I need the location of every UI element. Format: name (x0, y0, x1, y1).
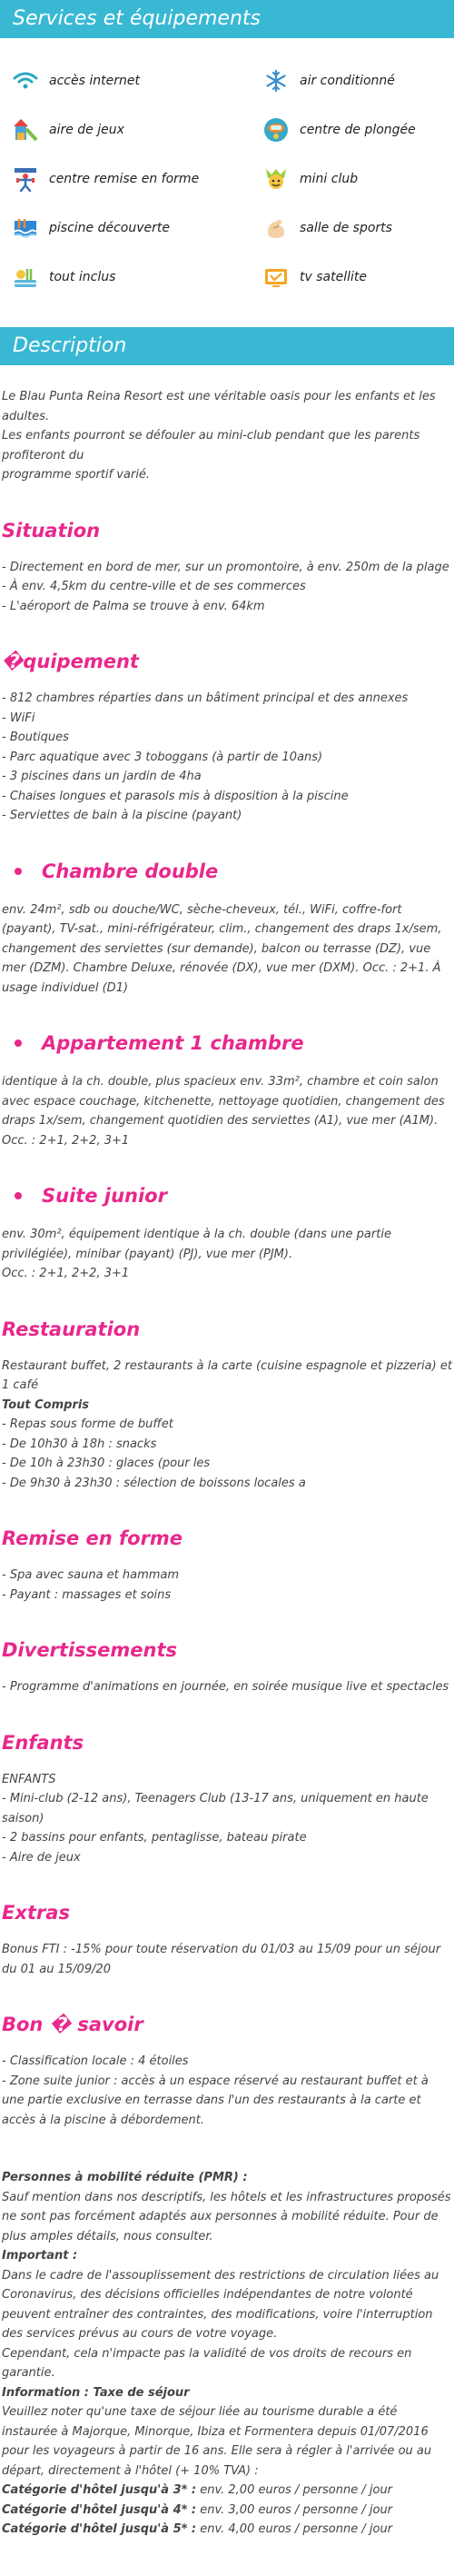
bullet-icon (15, 1192, 22, 1199)
list-item: - Zone suite junior : accès à un espace réservé au restaurant buffet et à une partie exclusive en terrasse dans l'un des restaurants à la carte et accès à la piscine à débordement. (2, 2074, 429, 2127)
section-title-remise-en-forme: Remise en forme (2, 1527, 183, 1549)
wifi-icon (9, 66, 42, 95)
services-list (0, 38, 454, 327)
extras-text: Bonus FTI : -15% pour toute réservation du 01/03 au 15/09 pour un séjour du 01 au 15/09/20 (2, 1943, 441, 1976)
list-item: - 812 chambres réparties dans un bâtiment principal et des annexes (2, 691, 409, 705)
snowflake-icon (260, 66, 292, 95)
tax-category: Catégorie d'hôtel jusqu'à 5* : env. 4,00 euros / personne / jour (2, 2522, 393, 2536)
section-title-equipement: �quipement (2, 651, 139, 672)
services-title: Services et équipements (13, 7, 261, 30)
list-item: - L'aéroport de Palma se trouve à env. 64km (2, 599, 265, 613)
diving-icon (260, 115, 292, 144)
section-title-divertissements: Divertissements (2, 1639, 178, 1661)
important-text: Dans le cadre de l'assouplissement des restrictions de circulation liées au Coronavirus, des décisions officielles indépendantes de notre volonté peuvent entraîner des contraintes, des modifications, voire l'interruption des services prévus au cours de votre voyage. (2, 2268, 439, 2341)
pmr-title: Personnes à mobilité réduite (PMR) : (2, 2171, 248, 2184)
services-header (0, 0, 454, 38)
intro-line: programme sportif varié. (2, 468, 151, 482)
taxe-title: Information : Taxe de séjour (2, 2385, 190, 2400)
services-row (9, 253, 454, 302)
kids-club-icon (260, 164, 292, 194)
services-row (9, 56, 454, 105)
section-title-bon-a-savoir: Bon � savoir (2, 2014, 143, 2035)
pmr-text: Sauf mention dans nos descriptifs, les hôtels et les infrastructures proposés ne sont pas forcément adaptés aux personnes à mobilité réduite. Pour de plus amples détails, nous consulter. (2, 2190, 451, 2243)
list-item: - Serviettes de bain à la piscine (payant) (2, 809, 242, 822)
section-title-chambre-double: Chambre double (15, 859, 452, 884)
list-item: - Mini-club (2-12 ans), Teenagers Club (13-17 ans, uniquement en haute saison) (2, 1792, 429, 1825)
section-title-restauration: Restauration (2, 1318, 141, 1340)
tv-icon (260, 263, 292, 292)
fitness-icon (9, 164, 42, 194)
list-item: - Repas sous forme de buffet (2, 1417, 173, 1431)
service-item: accès internet (9, 66, 260, 95)
service-item: tout inclus (9, 263, 260, 292)
playground-icon (9, 115, 42, 144)
gym-icon (260, 214, 292, 243)
service-item: piscine découverte (9, 214, 260, 243)
list-item: - Boutiques (2, 731, 69, 744)
room-occupancy: Occ. : 2+1, 2+2, 3+1 (2, 1267, 130, 1280)
service-item: aire de jeux (9, 115, 260, 144)
list-item: - Parc aquatique avec 3 toboggans (à partir de 10ans) (2, 750, 323, 764)
room-description: identique à la ch. double, plus spacieux env. 33m², chambre et coin salon avec espace couchage, kitchenette, nettoyage quotidien, changement des draps 1x/sem, changement quotidien des serviettes (A1), vue mer (A1M). (2, 1075, 445, 1128)
section-title-situation: Situation (2, 519, 101, 542)
list-item: - De 10h30 à 18h : snacks (2, 1437, 157, 1451)
service-item: air conditionné (260, 66, 454, 95)
intro-line: Le Blau Punta Reina Resort est une véritable oasis pour les enfants et les adultes. (2, 390, 436, 423)
list-item: - Aire de jeux (2, 1850, 81, 1865)
list-item: - Programme d'animations en journée, en soirée musique live et spectacles (2, 1680, 449, 1694)
list-item: - De 10h à 23h30 : glaces (pour les (2, 1457, 211, 1470)
service-item: tv satellite (260, 263, 454, 292)
room-occupancy: Occ. : 2+1, 2+2, 3+1 (2, 1133, 130, 1148)
description-title: Description (13, 334, 127, 357)
room-description: env. 24m², sdb ou douche/WC, sèche-cheveux, tél., WiFi, coffre-fort (payant), TV-sat., mini-réfrigérateur, clim., changement des draps 1x/sem, changement des serviettes (sur demande), balcon ou terrasse (DZ), vue mer (DZM). Chambre Deluxe, rénovée (DX), vue mer (DXM). Occ. : 2+1. À usage individuel (D1) (2, 902, 442, 995)
intro-line: Les enfants pourront se défouler au mini-club pendant que les parents profiteront du (2, 429, 420, 462)
list-item: - Payant : massages et soins (2, 1587, 172, 1602)
taxe-text: Veuillez noter qu'une taxe de séjour liée au tourisme durable a été instaurée à Majorque, Minorque, Ibiza et Formentera depuis 01/07/2016 pour les voyageurs à partir de 16 ans. Elle sera à régler à l'arrivée ou au départ, directement à l'hôtel (+ 10% TVA) : (2, 2405, 432, 2478)
description-header (0, 327, 454, 365)
restauration-text: Restaurant buffet, 2 restaurants à la carte (cuisine espagnole et pizzeria) et 1 café (2, 1358, 452, 1392)
section-title-extras: Extras (2, 1902, 70, 1924)
list-item: - À env. 4,5km du centre-ville et de ses commerces (2, 580, 306, 593)
service-item: centre remise en forme (9, 164, 260, 194)
services-row (9, 154, 454, 204)
tax-category: Catégorie d'hôtel jusqu'à 4* : env. 3,00 euros / personne / jour (2, 2502, 393, 2517)
service-item: centre de plongée (260, 115, 454, 144)
services-row (9, 105, 454, 154)
list-item: - 3 piscines dans un jardin de 4ha (2, 770, 202, 783)
list-item: - Classification locale : 4 étoiles (2, 2054, 189, 2068)
list-item: - De 9h30 à 23h30 : sélection de boissons locales a (2, 1476, 306, 1490)
all-inclusive-icon (9, 263, 42, 292)
tax-category: Catégorie d'hôtel jusqu'à 3* : env. 2,00 euros / personne / jour (2, 2483, 393, 2497)
all-inclusive-label: Tout Compris (2, 1397, 90, 1412)
bullet-icon (15, 868, 22, 875)
important-text: Cependant, cela n'impacte pas la validité de vos droits de recours en garantie. (2, 2346, 412, 2380)
list-item: - 2 bassins pour enfants, pentaglisse, bateau pirate (2, 1831, 307, 1845)
description-body (0, 365, 454, 2576)
room-description: env. 30m², équipement identique à la ch. double (dans une partie privilégiée), minibar (payant) (PJ), vue mer (PJM). (2, 1228, 391, 1261)
list-item: - Directement en bord de mer, sur un promontoire, à env. 250m de la plage (2, 560, 449, 574)
service-item: salle de sports (260, 214, 454, 243)
list-item: - WiFi (2, 711, 35, 725)
list-item: ENFANTS (2, 1772, 56, 1786)
bullet-icon (15, 1039, 22, 1047)
list-item: - Spa avec sauna et hammam (2, 1568, 180, 1582)
pool-icon (9, 214, 42, 243)
services-row (9, 204, 454, 253)
section-title-enfants: Enfants (2, 1731, 84, 1754)
list-item: - Chaises longues et parasols mis à disposition à la piscine (2, 789, 349, 803)
service-item: mini club (260, 164, 454, 194)
section-title-appartement: Appartement 1 chambre (15, 1030, 452, 1056)
section-title-suite-junior: Suite junior (15, 1183, 452, 1208)
important-title: Important : (2, 2249, 78, 2263)
